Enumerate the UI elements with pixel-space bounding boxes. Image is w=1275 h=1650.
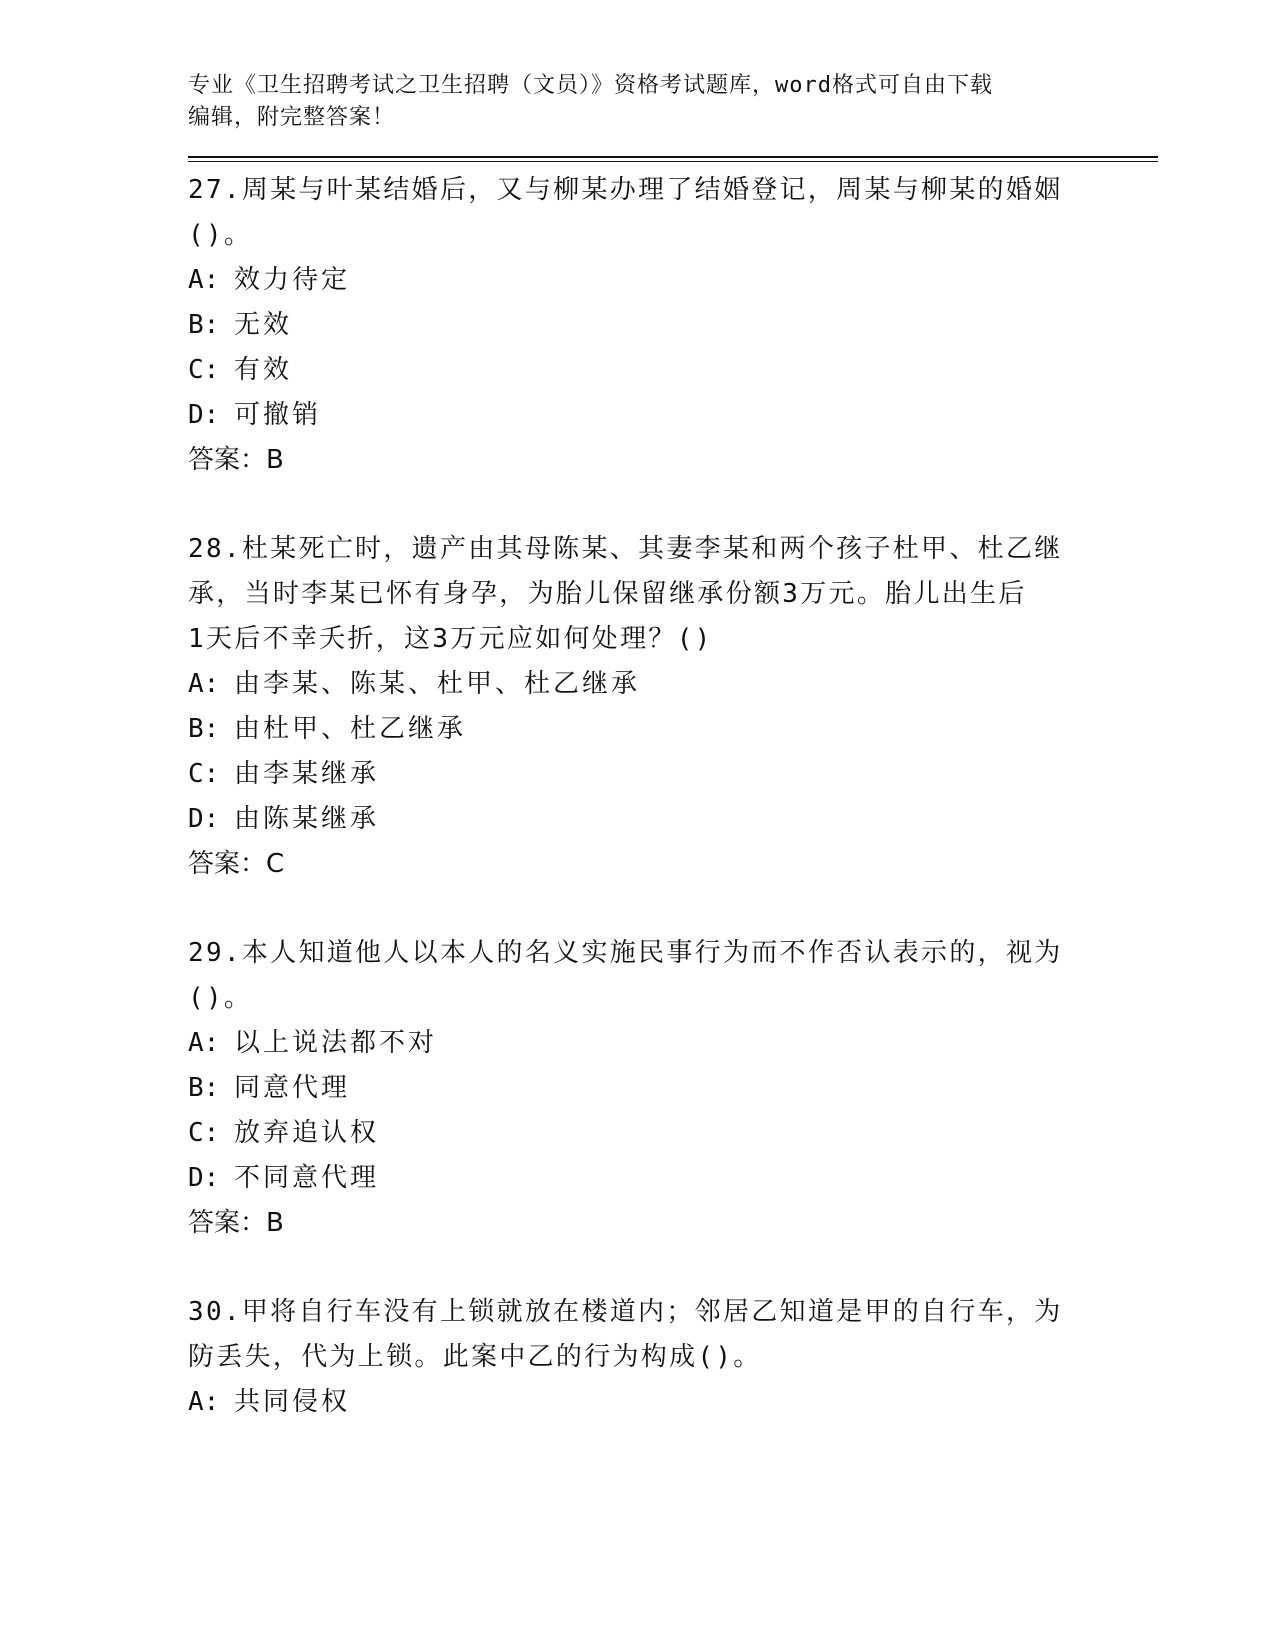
answer-line: 答案：C	[188, 849, 285, 879]
stem-line: 30.甲将自行车没有上锁就放在楼道内；邻居乙知道是甲的自行车，为	[188, 1297, 1063, 1327]
option-a	[188, 1021, 1158, 1066]
option-a	[188, 258, 1158, 303]
question-stem	[188, 168, 1088, 258]
option-key: C:	[188, 355, 220, 385]
header-line-1: 专业《卫生招聘考试之卫生招聘（文员）》资格考试题库，word格式可自由下载	[188, 73, 993, 98]
option-b	[188, 303, 1158, 348]
stem-line: 27.周某与叶某结婚后，又与柳某办理了结婚登记，周某与柳某的婚姻	[188, 175, 1063, 205]
stem-line: ()。	[188, 983, 253, 1013]
stem-line: 防丢失，代为上锁。此案中乙的行为构成()。	[188, 1342, 762, 1372]
header-divider	[188, 156, 1158, 162]
question-stem	[188, 931, 1088, 1021]
stem-line: 28.杜某死亡时，遗产由其母陈某、其妻李某和两个孩子杜甲、杜乙继	[188, 534, 1063, 564]
option-key: A:	[188, 1387, 220, 1417]
option-text: 由李某继承	[234, 759, 380, 789]
option-text: 由李某、陈某、杜甲、杜乙继承	[234, 669, 641, 699]
option-text: 无效	[234, 310, 293, 340]
option-key: C:	[188, 759, 220, 789]
answer-line: 答案：B	[188, 445, 284, 475]
question-28	[188, 527, 1158, 887]
option-text: 放弃追认权	[234, 1118, 380, 1148]
option-key: A:	[188, 669, 220, 699]
option-text: 共同侵权	[234, 1387, 351, 1417]
option-c	[188, 752, 1158, 797]
answer-line: 答案：B	[188, 1208, 284, 1238]
option-key: B:	[188, 714, 220, 744]
option-key: C:	[188, 1118, 220, 1148]
option-key: D:	[188, 400, 220, 430]
option-key: A:	[188, 1028, 220, 1058]
option-d	[188, 1156, 1158, 1201]
option-text: 同意代理	[234, 1073, 351, 1103]
question-stem	[188, 1290, 1088, 1380]
option-b	[188, 707, 1158, 752]
option-a	[188, 1380, 1158, 1425]
option-a	[188, 662, 1158, 707]
stem-line: 1天后不幸夭折，这3万元应如何处理？()	[188, 624, 713, 654]
stem-line: ()。	[188, 220, 253, 250]
option-c	[188, 348, 1158, 393]
document-header	[188, 70, 1158, 134]
divider-thin-line	[188, 161, 1158, 162]
stem-line: 承，当时李某已怀有身孕，为胎儿保留继承份额3万元。胎儿出生后	[188, 579, 1027, 609]
question-stem	[188, 527, 1088, 662]
question-27	[188, 168, 1158, 483]
option-key: D:	[188, 1163, 220, 1193]
option-text: 由杜甲、杜乙继承	[234, 714, 467, 744]
question-30	[188, 1290, 1158, 1425]
option-text: 效力待定	[234, 265, 351, 295]
option-key: A:	[188, 265, 220, 295]
option-text: 以上说法都不对	[234, 1028, 438, 1058]
option-d	[188, 797, 1158, 842]
option-key: D:	[188, 804, 220, 834]
option-text: 由陈某继承	[234, 804, 380, 834]
option-b	[188, 1066, 1158, 1111]
option-c	[188, 1111, 1158, 1156]
option-text: 不同意代理	[234, 1163, 380, 1193]
document-page	[188, 70, 1158, 1469]
option-text: 可撤销	[234, 400, 322, 430]
option-d	[188, 393, 1158, 438]
option-key: B:	[188, 310, 220, 340]
question-29	[188, 931, 1158, 1246]
header-line-2: 编辑，附完整答案！	[188, 105, 396, 130]
option-key: B:	[188, 1073, 220, 1103]
stem-line: 29.本人知道他人以本人的名义实施民事行为而不作否认表示的，视为	[188, 938, 1063, 968]
option-text: 有效	[234, 355, 293, 385]
divider-thick-line	[188, 156, 1158, 158]
